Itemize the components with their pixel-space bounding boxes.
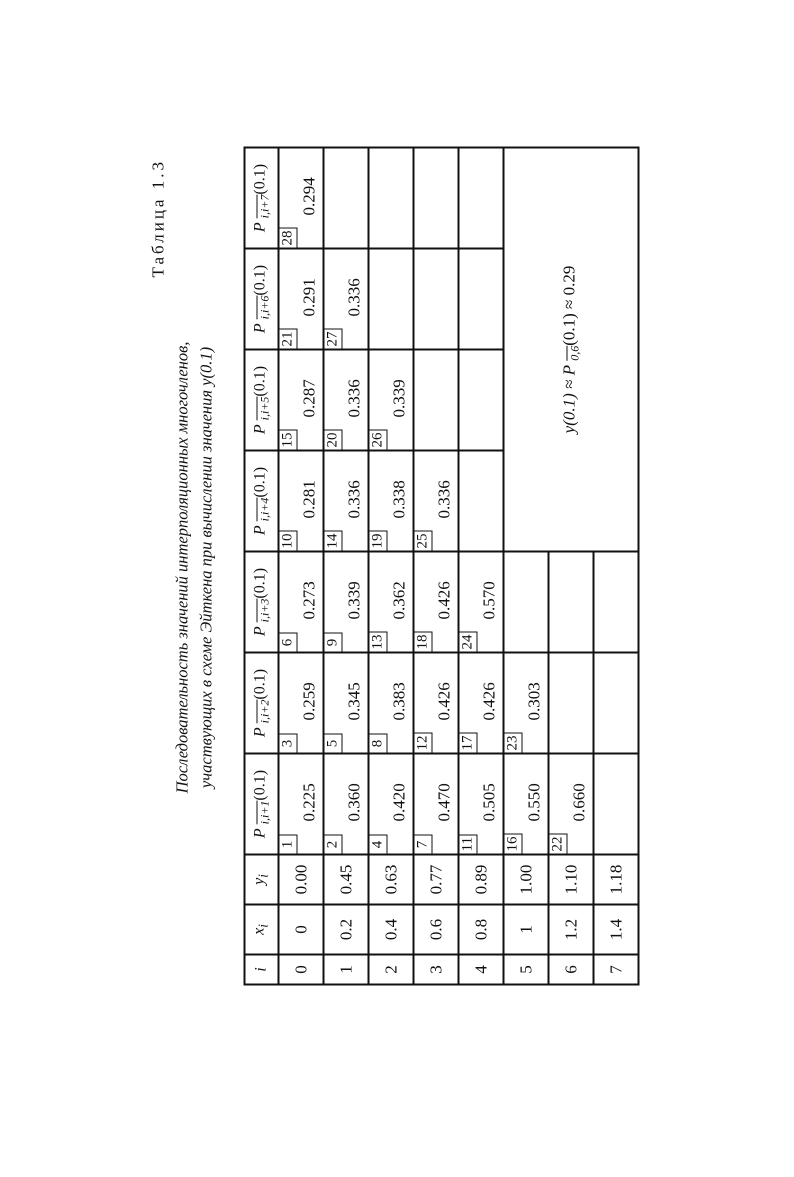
cell-value: 0.287 — [299, 378, 318, 417]
step-number: 13 — [369, 631, 387, 651]
cell-value: 0.550 — [524, 782, 543, 821]
step-number: 25 — [414, 530, 432, 550]
table-number: Таблица 1.3 — [148, 158, 167, 277]
cell-value: 0.294 — [299, 176, 318, 215]
cell-x: 0.4 — [368, 904, 413, 954]
step-number: 9 — [324, 632, 342, 651]
header-i: i — [244, 954, 278, 984]
cell-p — [278, 652, 323, 753]
empty-cell — [458, 248, 503, 349]
cell-p — [458, 551, 503, 652]
cell-value: 0.338 — [389, 479, 408, 518]
empty-cell — [548, 551, 593, 652]
table-title-line-1: Последовательность значений интерполяционных многочленов, — [172, 341, 191, 793]
cell-value: 0.225 — [299, 782, 318, 821]
empty-cell — [413, 248, 458, 349]
step-number: 22 — [549, 833, 567, 853]
empty-cell — [368, 248, 413, 349]
step-number: 19 — [369, 530, 387, 550]
cell-p — [278, 450, 323, 551]
empty-cell — [548, 652, 593, 753]
cell-value: 0.336 — [344, 479, 363, 518]
cell-value: 0.426 — [434, 580, 453, 619]
table-row — [413, 147, 458, 984]
cell-value: 0.383 — [389, 681, 408, 720]
step-number: 12 — [414, 732, 432, 752]
step-number: 20 — [324, 429, 342, 449]
table-row — [278, 147, 323, 984]
cell-p — [413, 450, 458, 551]
step-number: 15 — [279, 429, 297, 449]
cell-value: 0.660 — [569, 782, 588, 821]
cell-y: 0.63 — [368, 854, 413, 904]
cell-p — [458, 753, 503, 854]
cell-value: 0.259 — [299, 681, 318, 720]
cell-y: 1.00 — [503, 854, 548, 904]
cell-x: 1.2 — [548, 904, 593, 954]
cell-value: 0.303 — [524, 681, 543, 720]
step-number: 6 — [279, 632, 297, 651]
cell-p — [368, 349, 413, 450]
cell-i: 4 — [458, 954, 503, 984]
cell-p — [278, 349, 323, 450]
cell-value: 0.336 — [344, 378, 363, 417]
cell-value: 0.360 — [344, 782, 363, 821]
cell-p — [503, 652, 548, 753]
cell-p — [368, 551, 413, 652]
cell-p — [278, 147, 323, 248]
step-number: 23 — [504, 732, 522, 752]
step-number: 17 — [459, 732, 477, 752]
cell-i: 2 — [368, 954, 413, 984]
step-number: 26 — [369, 429, 387, 449]
cell-i: 7 — [593, 954, 638, 984]
cell-p — [458, 652, 503, 753]
aitken-table — [243, 146, 639, 985]
cell-i: 6 — [548, 954, 593, 984]
step-number: 3 — [279, 733, 297, 752]
step-number: 27 — [324, 328, 342, 348]
header-p-7: P $_{i,i+7}$(0.1) — [244, 147, 278, 248]
cell-i: 3 — [413, 954, 458, 984]
cell-y: 0.45 — [323, 854, 368, 904]
step-number: 11 — [459, 834, 477, 853]
empty-cell — [458, 450, 503, 551]
cell-value: 0.273 — [299, 580, 318, 619]
cell-p — [323, 753, 368, 854]
cell-p — [323, 349, 368, 450]
empty-cell — [593, 753, 638, 854]
cell-i: 5 — [503, 954, 548, 984]
empty-cell — [323, 147, 368, 248]
header-p-4: P $_{i,i+4}$(0.1) — [244, 450, 278, 551]
step-number: 4 — [369, 834, 387, 853]
cell-p — [548, 753, 593, 854]
table-title-line-2: участвующих в схеме Эйткена при вычислении значения y(0.1) — [196, 346, 215, 788]
cell-p — [278, 248, 323, 349]
step-number: 10 — [279, 530, 297, 550]
result-formula: y(0.1) ≈ P $_{0,6}$(0.1) ≈ 0.29 — [503, 147, 638, 551]
cell-p — [368, 753, 413, 854]
step-number: 16 — [504, 833, 522, 853]
empty-cell — [503, 551, 548, 652]
cell-x: 1 — [503, 904, 548, 954]
cell-p — [278, 551, 323, 652]
header-p-2: P $_{i,i+2}$(0.1) — [244, 652, 278, 753]
cell-y: 0.89 — [458, 854, 503, 904]
cell-value: 0.570 — [479, 580, 498, 619]
cell-value: 0.345 — [344, 681, 363, 720]
cell-p — [323, 248, 368, 349]
empty-cell — [593, 652, 638, 753]
step-number: 21 — [279, 328, 297, 348]
header-p-3: P $_{i,i+3}$(0.1) — [244, 551, 278, 652]
cell-y: 0.77 — [413, 854, 458, 904]
empty-cell — [593, 551, 638, 652]
cell-x: 1.4 — [593, 904, 638, 954]
cell-p — [278, 753, 323, 854]
cell-value: 0.420 — [389, 782, 408, 821]
empty-cell — [413, 147, 458, 248]
cell-p — [413, 753, 458, 854]
table-row — [368, 147, 413, 984]
cell-value: 0.291 — [299, 277, 318, 316]
header-p-6: P $_{i,i+6}$(0.1) — [244, 248, 278, 349]
cell-i: 1 — [323, 954, 368, 984]
cell-p — [368, 450, 413, 551]
cell-value: 0.426 — [479, 681, 498, 720]
header-row — [244, 147, 278, 984]
step-number: 14 — [324, 530, 342, 550]
cell-value: 0.281 — [299, 479, 318, 518]
cell-value: 0.339 — [344, 580, 363, 619]
cell-x: 0.6 — [413, 904, 458, 954]
table-row — [458, 147, 503, 984]
header-p-1: P $_{i,i+1}$(0.1) — [244, 753, 278, 854]
cell-value: 0.505 — [479, 782, 498, 821]
step-number: 1 — [279, 834, 297, 853]
header-x: $x_i$ — [244, 904, 278, 954]
cell-y: 0.00 — [278, 854, 323, 904]
step-number: 2 — [324, 834, 342, 853]
cell-p — [323, 652, 368, 753]
cell-p — [413, 652, 458, 753]
cell-x: 0.2 — [323, 904, 368, 954]
cell-p — [323, 450, 368, 551]
cell-value: 0.470 — [434, 782, 453, 821]
cell-p — [413, 551, 458, 652]
step-number: 7 — [414, 834, 432, 853]
empty-cell — [368, 147, 413, 248]
table-row — [323, 147, 368, 984]
step-number: 8 — [369, 733, 387, 752]
step-number: 28 — [279, 227, 297, 247]
cell-x: 0.8 — [458, 904, 503, 954]
step-number: 5 — [324, 733, 342, 752]
cell-p — [503, 753, 548, 854]
empty-cell — [413, 349, 458, 450]
empty-cell — [458, 349, 503, 450]
cell-x: 0 — [278, 904, 323, 954]
cell-value: 0.339 — [389, 378, 408, 417]
table-row — [503, 147, 548, 984]
cell-y: 1.10 — [548, 854, 593, 904]
header-y: $y_i$ — [244, 854, 278, 904]
cell-p — [323, 551, 368, 652]
step-number: 24 — [459, 631, 477, 651]
cell-value: 0.336 — [434, 479, 453, 518]
step-number: 18 — [414, 631, 432, 651]
cell-value: 0.362 — [389, 580, 408, 619]
header-p-5: P $_{i,i+5}$(0.1) — [244, 349, 278, 450]
cell-y: 1.18 — [593, 854, 638, 904]
cell-value: 0.336 — [344, 277, 363, 316]
cell-i: 0 — [278, 954, 323, 984]
empty-cell — [458, 147, 503, 248]
cell-p — [368, 652, 413, 753]
cell-value: 0.426 — [434, 681, 453, 720]
